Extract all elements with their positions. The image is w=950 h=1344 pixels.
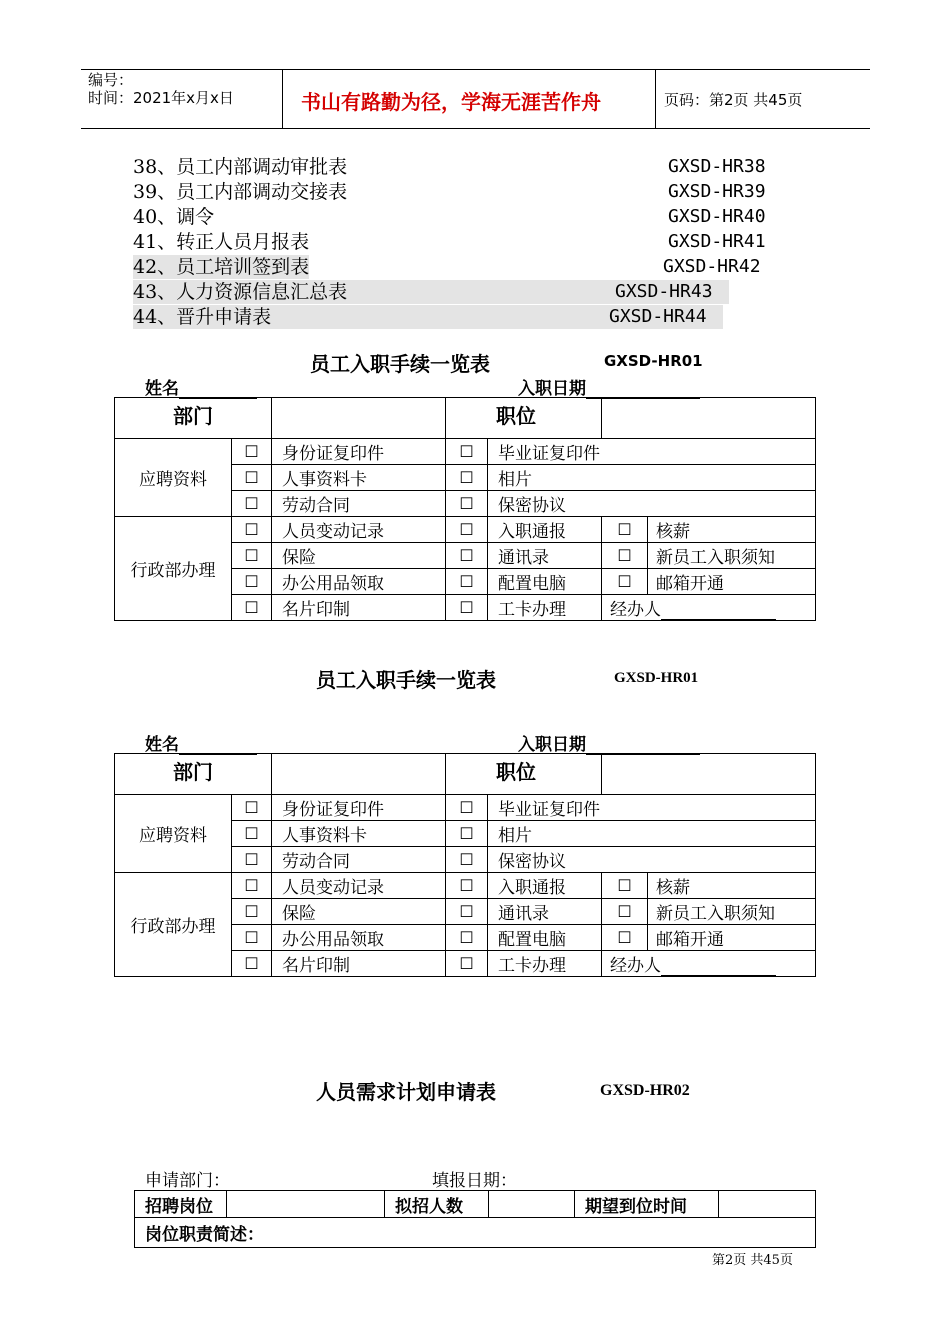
item-label: 配置电脑 xyxy=(488,925,602,951)
item-label: 劳动合同 xyxy=(272,847,446,873)
checkbox[interactable]: ☐ xyxy=(232,873,272,899)
checkbox[interactable]: ☐ xyxy=(232,465,272,491)
checkbox[interactable]: ☐ xyxy=(232,569,272,595)
header-bottom-rule xyxy=(81,128,870,129)
group-application-docs: 应聘资料 xyxy=(115,439,232,517)
handler-field xyxy=(602,595,816,621)
index-item-code: GXSD-HR40 xyxy=(668,206,766,227)
checkbox[interactable]: ☐ xyxy=(446,595,488,621)
checkbox[interactable]: ☐ xyxy=(446,543,488,569)
dept-label: 部门 xyxy=(115,398,272,439)
header-divider-1 xyxy=(282,69,283,129)
index-item-code: GXSD-HR38 xyxy=(668,156,766,177)
item-label: 核薪 xyxy=(648,873,816,899)
item-label: 入职通报 xyxy=(488,873,602,899)
apply-dept-label: 申请部门： xyxy=(145,1171,230,1191)
item-label: 通讯录 xyxy=(488,899,602,925)
checkbox[interactable]: ☐ xyxy=(446,465,488,491)
onboarding-form-code: GXSD-HR01 xyxy=(604,352,703,370)
item-label: 劳动合同 xyxy=(272,491,446,517)
dept-value[interactable] xyxy=(272,398,446,439)
index-item-title: 41、转正人员月报表 xyxy=(133,231,310,253)
item-label: 通讯录 xyxy=(488,543,602,569)
checkbox[interactable]: ☐ xyxy=(602,543,648,569)
checkbox[interactable]: ☐ xyxy=(232,543,272,569)
fill-date-label: 填报日期： xyxy=(432,1171,517,1191)
item-label: 核薪 xyxy=(648,517,816,543)
checkbox[interactable]: ☐ xyxy=(446,899,488,925)
checkbox[interactable]: ☐ xyxy=(446,847,488,873)
checkbox[interactable]: ☐ xyxy=(446,951,488,977)
checkbox[interactable]: ☐ xyxy=(602,517,648,543)
item-label: 保密协议 xyxy=(488,847,816,873)
index-item xyxy=(133,155,783,179)
hire-date-label: 入职日期 xyxy=(518,379,586,399)
hire-date-field xyxy=(518,730,700,755)
index-item xyxy=(133,255,783,279)
position-value[interactable] xyxy=(227,1191,385,1218)
item-label: 人事资料卡 xyxy=(272,821,446,847)
header-page-label: 页码：第2页 共45页 xyxy=(664,91,803,109)
position-value[interactable] xyxy=(602,398,816,439)
index-item xyxy=(133,280,729,304)
item-label: 工卡办理 xyxy=(488,951,602,977)
checkbox[interactable]: ☐ xyxy=(232,925,272,951)
position-header: 招聘岗位 xyxy=(135,1191,227,1218)
index-item-code: GXSD-HR44 xyxy=(609,306,707,327)
checkbox[interactable]: ☐ xyxy=(602,873,648,899)
checkbox[interactable]: ☐ xyxy=(446,439,488,465)
page-footer: 第2页 共45页 xyxy=(712,1253,793,1268)
item-label: 工卡办理 xyxy=(488,595,602,621)
header-divider-2 xyxy=(655,69,656,129)
index-item xyxy=(133,205,783,229)
item-label: 保密协议 xyxy=(488,491,816,517)
onboarding-form-code: GXSD-HR01 xyxy=(614,670,699,686)
checkbox[interactable]: ☐ xyxy=(232,517,272,543)
item-label: 邮箱开通 xyxy=(648,925,816,951)
item-label: 名片印制 xyxy=(272,595,446,621)
group-admin-processing: 行政部办理 xyxy=(115,517,232,621)
handler-label: 经办人 xyxy=(610,600,661,620)
checkbox[interactable]: ☐ xyxy=(446,569,488,595)
checkbox[interactable]: ☐ xyxy=(232,821,272,847)
hire-date-label: 入职日期 xyxy=(518,735,586,755)
item-label: 邮箱开通 xyxy=(648,569,816,595)
handler-label: 经办人 xyxy=(610,956,661,976)
onboarding-table xyxy=(114,397,816,621)
item-label: 相片 xyxy=(488,465,816,491)
index-item-title: 39、员工内部调动交接表 xyxy=(133,181,348,203)
index-item xyxy=(133,305,723,329)
checkbox[interactable]: ☐ xyxy=(446,821,488,847)
index-item-title: 43、人力资源信息汇总表 xyxy=(133,281,348,303)
headcount-header: 拟招人数 xyxy=(385,1191,489,1218)
checkbox[interactable]: ☐ xyxy=(232,595,272,621)
index-item xyxy=(133,230,783,254)
handler-field xyxy=(602,951,816,977)
name-field xyxy=(145,374,257,399)
expected-time-value[interactable] xyxy=(719,1191,816,1218)
checkbox[interactable]: ☐ xyxy=(602,569,648,595)
checkbox[interactable]: ☐ xyxy=(602,925,648,951)
index-item-code: GXSD-HR43 xyxy=(615,281,713,302)
header-top-rule xyxy=(81,69,870,70)
checkbox[interactable]: ☐ xyxy=(232,899,272,925)
item-label: 保险 xyxy=(272,543,446,569)
group-application-docs: 应聘资料 xyxy=(115,795,232,873)
onboarding-form-title: 员工入职手续一览表 xyxy=(316,668,496,692)
name-label: 姓名 xyxy=(145,735,179,755)
index-item-title: 38、员工内部调动审批表 xyxy=(133,156,348,178)
item-label: 办公用品领取 xyxy=(272,569,446,595)
duty-description: 岗位职责简述： xyxy=(135,1218,816,1248)
request-table xyxy=(134,1190,816,1248)
checkbox[interactable]: ☐ xyxy=(232,491,272,517)
request-form-code: GXSD-HR02 xyxy=(600,1082,690,1099)
onboarding-form-title: 员工入职手续一览表 xyxy=(310,352,490,376)
item-label: 人员变动记录 xyxy=(272,517,446,543)
checkbox[interactable]: ☐ xyxy=(446,795,488,821)
checkbox[interactable]: ☐ xyxy=(446,925,488,951)
index-item-title: 40、调令 xyxy=(133,206,215,228)
dept-label: 部门 xyxy=(115,754,272,795)
index-item-code: GXSD-HR42 xyxy=(663,256,761,277)
checkbox[interactable]: ☐ xyxy=(232,795,272,821)
index-item-code: GXSD-HR39 xyxy=(668,181,766,202)
item-label: 毕业证复印件 xyxy=(488,439,816,465)
item-label: 保险 xyxy=(272,899,446,925)
header-motto: 书山有路勤为径，学海无涯苦作舟 xyxy=(301,90,601,114)
request-form-title: 人员需求计划申请表 xyxy=(316,1080,496,1104)
item-label: 人员变动记录 xyxy=(272,873,446,899)
item-label: 名片印制 xyxy=(272,951,446,977)
header-number-label: 编号： xyxy=(88,71,134,89)
position-label: 职位 xyxy=(446,754,602,795)
checkbox[interactable]: ☐ xyxy=(232,847,272,873)
index-item xyxy=(133,180,783,204)
checkbox[interactable]: ☐ xyxy=(232,439,272,465)
item-label: 新员工入职须知 xyxy=(648,899,816,925)
index-item-title: 42、员工培训签到表 xyxy=(133,256,310,278)
checkbox[interactable]: ☐ xyxy=(446,873,488,899)
item-label: 办公用品领取 xyxy=(272,925,446,951)
item-label: 身份证复印件 xyxy=(272,795,446,821)
position-label: 职位 xyxy=(446,398,602,439)
onboarding-table xyxy=(114,753,816,977)
header-date-label: 时间：2021年x月x日 xyxy=(88,89,234,107)
checkbox[interactable]: ☐ xyxy=(446,491,488,517)
item-label: 人事资料卡 xyxy=(272,465,446,491)
item-label: 毕业证复印件 xyxy=(488,795,816,821)
name-label: 姓名 xyxy=(145,379,179,399)
expected-time-header: 期望到位时间 xyxy=(575,1191,719,1218)
position-value[interactable] xyxy=(602,754,816,795)
index-item-code: GXSD-HR41 xyxy=(668,231,766,252)
checkbox[interactable]: ☐ xyxy=(602,899,648,925)
index-item-title: 44、晋升申请表 xyxy=(133,306,272,328)
item-label: 相片 xyxy=(488,821,816,847)
item-label: 身份证复印件 xyxy=(272,439,446,465)
hire-date-field xyxy=(518,374,700,399)
handler-blank[interactable] xyxy=(661,960,776,976)
dept-value[interactable] xyxy=(272,754,446,795)
group-admin-processing: 行政部办理 xyxy=(115,873,232,977)
checkbox[interactable]: ☐ xyxy=(446,517,488,543)
item-label: 新员工入职须知 xyxy=(648,543,816,569)
handler-blank[interactable] xyxy=(661,604,776,620)
headcount-value[interactable] xyxy=(489,1191,575,1218)
name-field xyxy=(145,730,257,755)
item-label: 入职通报 xyxy=(488,517,602,543)
checkbox[interactable]: ☐ xyxy=(232,951,272,977)
item-label: 配置电脑 xyxy=(488,569,602,595)
